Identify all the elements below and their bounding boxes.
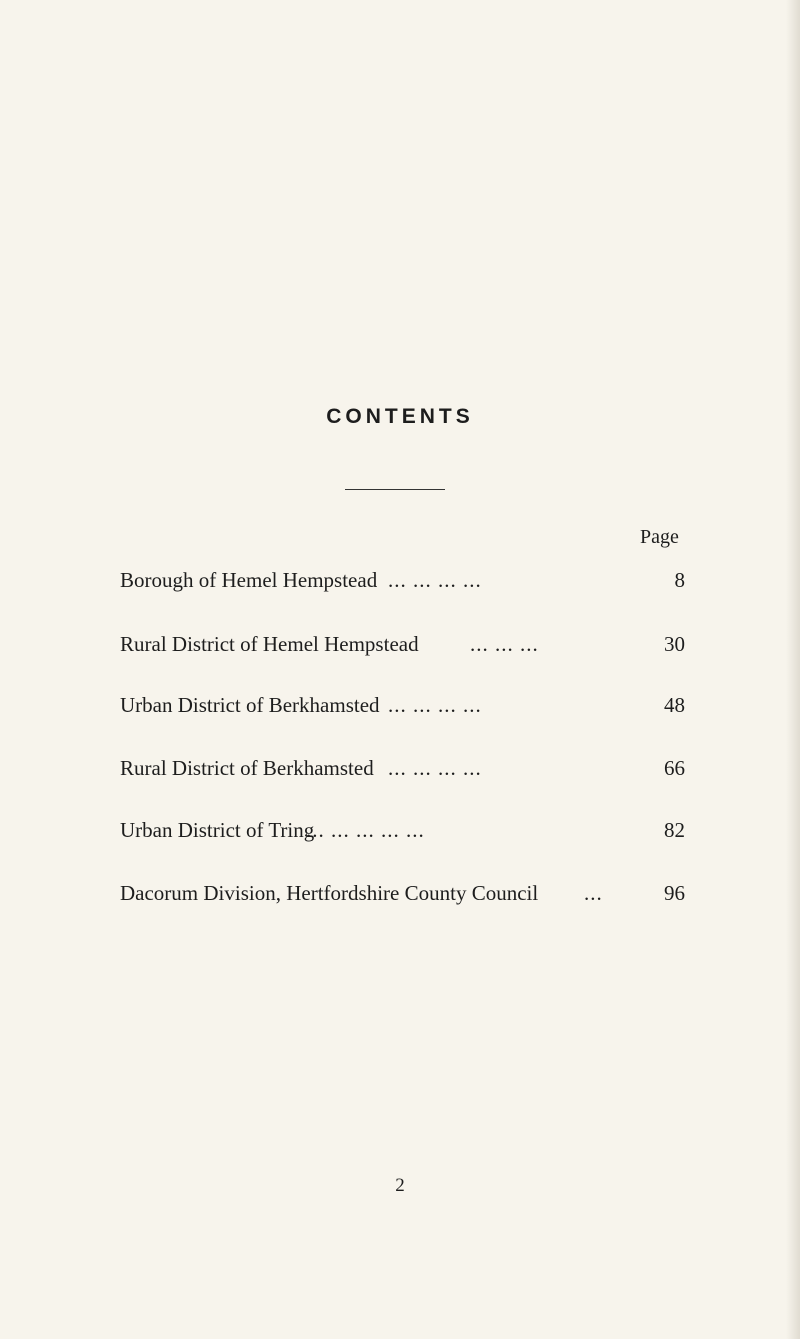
toc-entry-leaders: ... ... ... [470,632,539,656]
toc-entry-page: 48 [664,693,685,717]
toc-entry [120,756,685,786]
toc-entry-title: Rural District of Berkhamsted [120,756,374,780]
toc-entry [120,881,685,911]
toc-entry-title: Borough of Hemel Hempstead [120,568,378,592]
page-number: 2 [395,1175,405,1196]
toc-entry-page: 96 [664,881,685,905]
toc-entry-title: Dacorum Division, Hertfordshire County Council [120,881,539,905]
toc-entry-leaders: ... ... ... ... [388,693,482,717]
toc-entry [120,693,685,723]
toc-entry [120,818,685,848]
toc-entry-title: Urban District of Berkhamsted [120,693,380,717]
toc-entry-page: 66 [664,756,685,780]
heading-rule [345,489,445,490]
page-column-label: Page [640,526,679,548]
toc-entry-page: 8 [674,568,685,592]
toc-entry-page: 30 [664,632,685,656]
toc-entry-leaders: ... [584,881,603,905]
toc-entry-page: 82 [664,818,685,842]
toc-entry-title: Urban District of Tring [120,818,315,842]
toc-entry [120,632,685,662]
toc-entry [120,568,685,598]
toc-entry-leaders: ... ... ... ... ... [306,818,425,842]
toc-entry-leaders: ... ... ... ... [388,756,482,780]
toc-entry-title: Rural District of Hemel Hempstead [120,632,419,656]
toc-entry-leaders: ... ... ... ... [388,568,482,592]
page-edge-shadow [786,0,800,1339]
contents-heading: CONTENTS [326,405,474,428]
